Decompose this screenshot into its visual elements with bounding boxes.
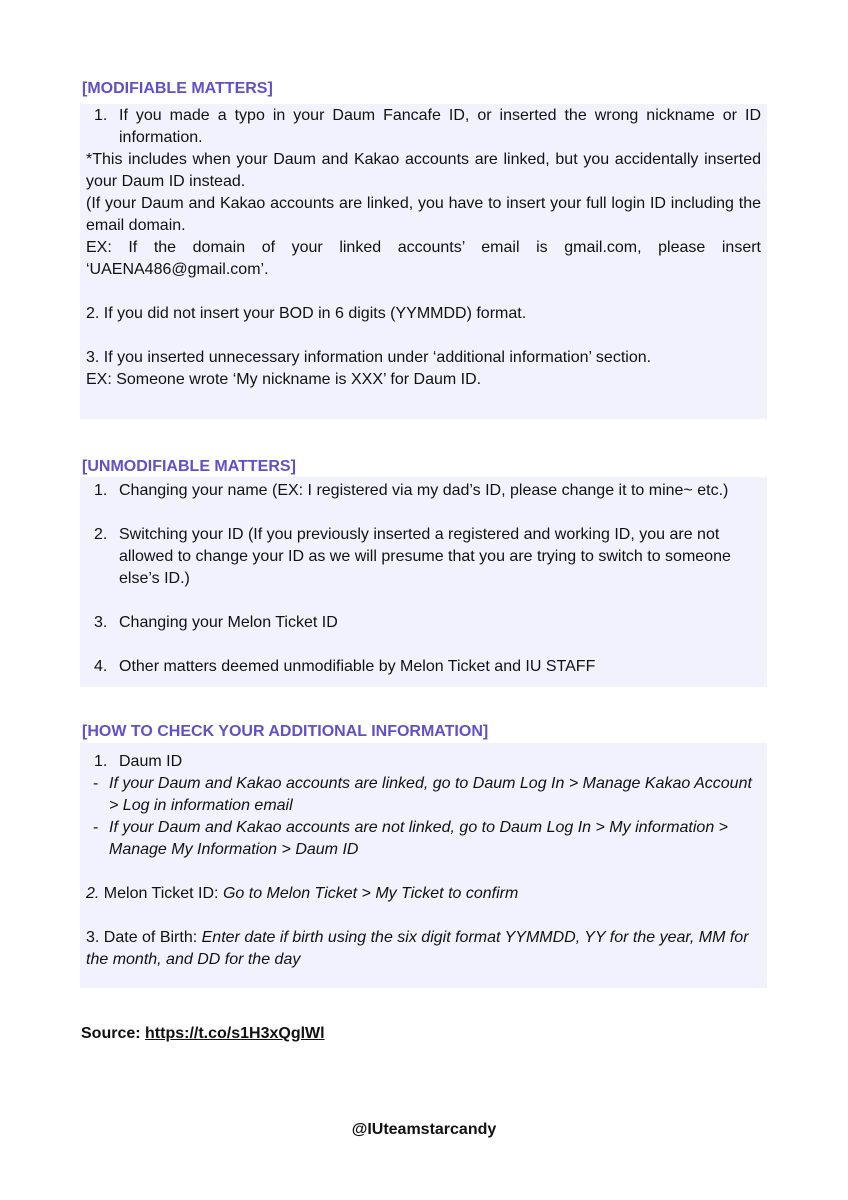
howto-box (80, 743, 767, 988)
source-link[interactable]: https://t.co/s1H3xQglWl (145, 1025, 325, 1042)
dash-bullet: - (93, 775, 99, 792)
dash-item-text: If your Daum and Kakao accounts are linked, go to Daum Log In > Manage Kakao Account > Log in information email (109, 775, 752, 814)
howto-heading: [HOW TO CHECK YOUR ADDITIONAL INFORMATION] (82, 723, 489, 740)
howto-dash-item-1 (86, 773, 761, 817)
list-item-text: If you made a typo in your Daum Fancafe ID, or inserted the wrong nickname or ID information. (119, 107, 761, 146)
list-item-text: Switching your ID (If you previously inserted a registered and working ID, you are not allowed to change your ID as we will presume that you are trying to switch to someone else’s ID.) (119, 526, 731, 587)
source-line (81, 1025, 325, 1043)
list-number: 2. (94, 526, 108, 543)
list-number: 1. (94, 107, 108, 124)
dash-bullet: - (93, 819, 99, 836)
footer-handle: @IUteamstarcandy (351, 1121, 497, 1138)
unmodifiable-heading: [UNMODIFIABLE MATTERS] (82, 458, 296, 475)
item-label: Melon Ticket ID: (103, 885, 219, 902)
list-number: 1. (94, 753, 108, 770)
list-number: 1. (94, 482, 108, 499)
modifiable-note-1: *This includes when your Daum and Kakao accounts are linked, but you accidentally inserted your Daum ID instead. (86, 151, 761, 190)
howto-item-1 (86, 751, 761, 773)
list-item-text: Changing your name (EX: I registered via my dad’s ID, please change it to mine~ etc.) (119, 482, 729, 499)
list-number: 2. (86, 885, 100, 902)
list-item-text: Changing your Melon Ticket ID (119, 614, 338, 631)
unmodifiable-item-3 (86, 612, 761, 634)
modifiable-example-1: EX: If the domain of your linked accounts’ email is gmail.com, please insert ‘UAENA486@gmail.com’. (86, 239, 761, 278)
unmodifiable-item-1 (86, 480, 761, 502)
list-item-text: Daum ID (119, 753, 183, 770)
dash-item-text: If your Daum and Kakao accounts are not linked, go to Daum Log In > My information > Manage My Information > Daum ID (109, 819, 729, 858)
modifiable-heading: [MODIFIABLE MATTERS] (82, 80, 273, 97)
modifiable-note-2: (If your Daum and Kakao accounts are linked, you have to insert your full login ID including the email domain. (86, 195, 761, 234)
modifiable-item-1 (86, 105, 761, 149)
modifiable-box (80, 104, 767, 419)
unmodifiable-item-2 (86, 524, 761, 590)
unmodifiable-item-4 (86, 656, 761, 678)
modifiable-item-2: 2. If you did not insert your BOD in 6 digits (YYMMDD) format. (86, 305, 527, 322)
item-text: Enter date if birth using the six digit format YYMMDD, YY for the year, MM for the month, and DD for the day (86, 929, 749, 968)
howto-dash-item-2 (86, 817, 761, 861)
item-text: Go to Melon Ticket > My Ticket to confirm (222, 885, 519, 902)
list-number: 3. (94, 614, 108, 631)
modifiable-item-3: 3. If you inserted unnecessary information under ‘additional information’ section. (86, 349, 652, 366)
howto-item-2 (86, 883, 761, 905)
list-item-text: Other matters deemed unmodifiable by Melon Ticket and IU STAFF (119, 658, 596, 675)
modifiable-example-2: EX: Someone wrote ‘My nickname is XXX’ for Daum ID. (86, 371, 482, 388)
source-label: Source: (81, 1025, 141, 1042)
howto-item-3 (86, 927, 761, 971)
list-number: 4. (94, 658, 108, 675)
item-label: 3. Date of Birth: (86, 929, 198, 946)
unmodifiable-box (80, 477, 767, 687)
